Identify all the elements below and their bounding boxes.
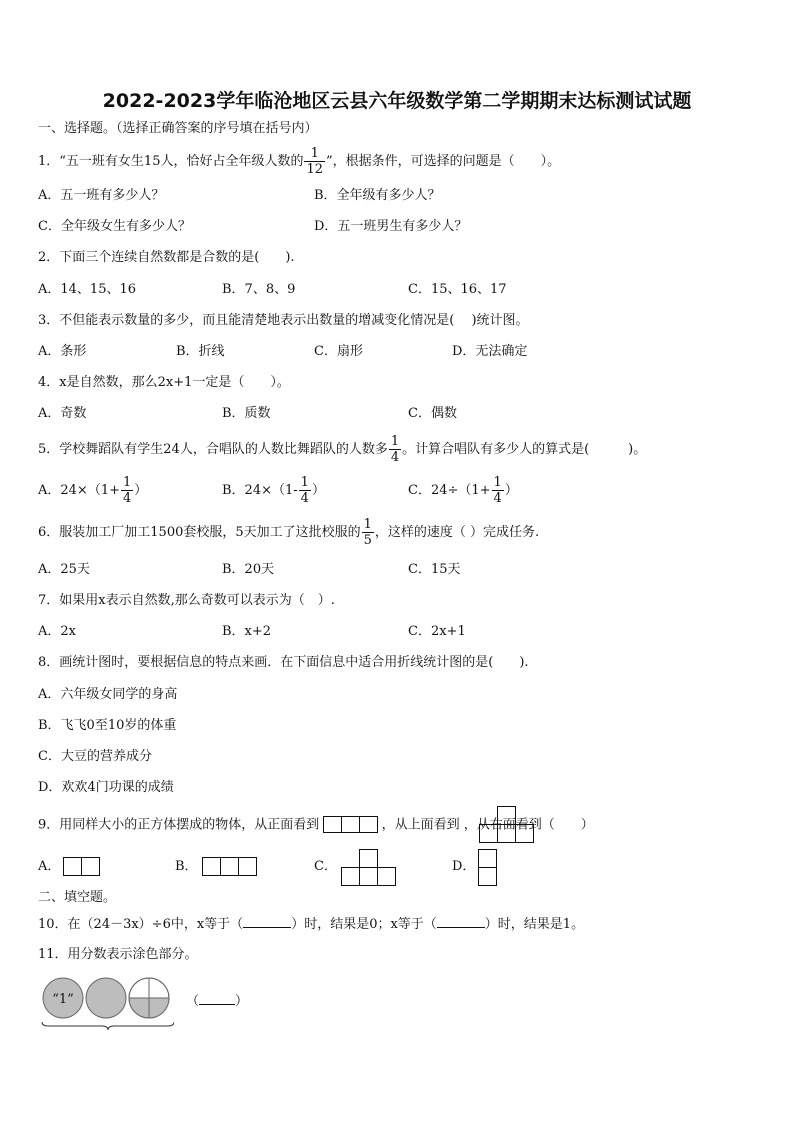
q1-text-post: ”，根据条件，可选择的问题是（ ）。 xyxy=(326,154,561,169)
q11-circles-figure xyxy=(38,975,174,1030)
option-c-cell xyxy=(342,868,360,886)
q11-answer xyxy=(186,992,248,1011)
q5-option-c-post: ） xyxy=(504,483,518,498)
question-6 xyxy=(38,517,539,548)
q1-text-pre: 1．“五一班有女生15人，恰好占全年级人数的 xyxy=(38,154,304,169)
q3-option-d[interactable]: D．无法确定 xyxy=(452,344,528,359)
q5-option-c-numerator: 1 xyxy=(493,475,502,490)
top-view-cell xyxy=(498,807,516,825)
q5-text-post: 。计算合唱队有多少人的算式是( )。 xyxy=(402,442,647,457)
q5-option-b-fraction xyxy=(299,475,311,506)
q7-option-c[interactable]: C．2x+1 xyxy=(408,624,466,639)
top-view-cell xyxy=(480,825,498,843)
q1-option-b[interactable]: B．全年级有多少人？ xyxy=(314,188,441,203)
q7-option-b[interactable]: B．x+2 xyxy=(222,624,272,639)
q5-option-b[interactable] xyxy=(222,475,325,506)
option-c-cell xyxy=(360,868,378,886)
q10-text-3: ）时，结果是1。 xyxy=(484,917,585,932)
q5-option-a-fraction xyxy=(121,475,133,506)
question-11: 11．用分数表示涂色部分。 xyxy=(38,947,198,962)
circle-label-one: “1” xyxy=(52,992,74,1007)
front-view-figure xyxy=(323,816,377,834)
q5-option-b-post: ） xyxy=(311,483,325,498)
q5-option-b-denominator: 4 xyxy=(300,491,309,506)
front-view-cell xyxy=(323,816,342,833)
option-b-cell xyxy=(203,858,221,876)
q3-option-c[interactable]: C．扇形 xyxy=(314,344,363,359)
q9-text-1: 9．用同样大小的正方体摆成的物体，从正面看到 xyxy=(38,817,320,833)
q5-option-a[interactable] xyxy=(38,475,147,506)
question-1 xyxy=(38,146,560,177)
question-3: 3．不但能表示数量的多少，而且能清楚地表示出数量的增减变化情况是( )统计图。 xyxy=(38,313,529,328)
q5-option-c-denominator: 4 xyxy=(493,491,502,506)
q6-text-pre: 6．服装加工厂加工1500套校服，5天加工了这批校服的 xyxy=(38,525,361,540)
top-view-cell xyxy=(516,825,534,843)
q4-option-c[interactable]: C．偶数 xyxy=(408,406,457,421)
q2-option-a[interactable]: A．14、15、16 xyxy=(38,282,137,297)
q5-text-pre: 5．学校舞蹈队有学生24人，合唱队的人数比舞蹈队的人数多 xyxy=(38,442,388,457)
q1-fraction-numerator: 1 xyxy=(304,146,325,162)
q8-option-c[interactable]: C．大豆的营养成分 xyxy=(38,749,152,764)
option-c-cell xyxy=(360,850,378,868)
q5-option-a-pre: A．24×（1+ xyxy=(38,483,120,498)
q9-text-3: ，从右面看到（ ） xyxy=(463,817,594,833)
option-a-cell xyxy=(82,858,100,876)
front-view-cell xyxy=(341,816,360,833)
section-heading-choice: 一、选择题。（选择正确答案的序号填在括号内） xyxy=(38,121,318,136)
option-b-cell xyxy=(239,858,257,876)
question-8: 8．画统计图时，要根据信息的特点来画．在下面信息中适合用折线统计图的是( ). xyxy=(38,655,529,670)
q5-fraction-numerator: 1 xyxy=(390,434,400,449)
q9-option-c-label[interactable]: C． xyxy=(314,859,337,874)
q5-option-a-post: ） xyxy=(134,483,148,498)
q5-option-c[interactable] xyxy=(408,475,518,506)
q9-option-c-figure[interactable] xyxy=(341,849,397,886)
option-d-cell xyxy=(479,850,497,868)
question-5 xyxy=(38,434,646,465)
q11-answer-blank[interactable] xyxy=(199,992,235,1005)
q8-option-b[interactable]: B．飞飞0至10岁的体重 xyxy=(38,718,177,733)
q4-option-a[interactable]: A．奇数 xyxy=(38,406,87,421)
q6-option-a[interactable]: A．25天 xyxy=(38,562,90,577)
q8-option-a[interactable]: A．六年级女同学的身高 xyxy=(38,687,178,702)
q5-option-a-numerator: 1 xyxy=(123,475,132,490)
question-7: 7．如果用x表示自然数,那么奇数可以表示为（ ）. xyxy=(38,593,335,608)
page-title: 2022-2023学年临沧地区云县六年级数学第二学期期末达标测试试题 xyxy=(102,90,692,112)
q9-option-a-label[interactable]: A． xyxy=(38,859,61,874)
q6-text-post: ，这样的速度（ ）完成任务. xyxy=(374,525,540,540)
q6-fraction-numerator: 1 xyxy=(363,517,372,532)
q11-answer-open: （ xyxy=(186,994,200,1009)
q9-text-2: ，从上面看到 xyxy=(381,817,460,833)
q5-option-c-fraction xyxy=(492,475,504,506)
q8-option-d[interactable]: D．欢欢4门功课的成绩 xyxy=(38,780,174,795)
q2-option-b[interactable]: B．7、8、9 xyxy=(222,282,296,297)
grouping-brace xyxy=(42,1022,174,1030)
q9-option-a-figure[interactable] xyxy=(63,857,101,876)
q6-fraction-denominator: 5 xyxy=(363,533,372,548)
top-view-figure xyxy=(479,806,535,843)
question-4: 4．x是自然数，那么2x+1一定是（ ）。 xyxy=(38,375,290,390)
q1-option-a[interactable]: A．五一班有多少人？ xyxy=(38,188,165,203)
q5-fraction-denominator: 4 xyxy=(390,450,400,465)
option-c-cell xyxy=(378,868,396,886)
q3-option-a[interactable]: A．条形 xyxy=(38,344,87,359)
q1-fraction-denominator: 12 xyxy=(306,162,324,177)
q6-fraction xyxy=(362,517,374,548)
option-d-cell xyxy=(479,868,497,886)
question-10 xyxy=(38,915,584,934)
q10-text-2: ）时，结果是0；x等于（ xyxy=(291,917,437,932)
q7-option-a[interactable]: A．2x xyxy=(38,624,76,639)
q9-option-d-label[interactable]: D． xyxy=(452,859,476,874)
q4-option-b[interactable]: B．质数 xyxy=(222,406,271,421)
q9-option-d-figure[interactable] xyxy=(478,849,497,886)
q9-option-b-label[interactable]: B． xyxy=(175,859,198,874)
option-a-cell xyxy=(64,858,82,876)
q6-option-b[interactable]: B．20天 xyxy=(222,562,275,577)
q1-option-c[interactable]: C．全年级女生有多少人？ xyxy=(38,219,191,234)
q11-answer-close: ） xyxy=(235,994,249,1009)
q5-option-b-pre: B．24×（1- xyxy=(222,483,298,498)
front-view-cell xyxy=(359,816,378,833)
q6-option-c[interactable]: C．15天 xyxy=(408,562,461,577)
section-heading-fill: 二、填空题。 xyxy=(38,890,117,905)
q9-option-b-figure[interactable] xyxy=(202,857,258,876)
option-b-cell xyxy=(221,858,239,876)
top-view-cell xyxy=(498,825,516,843)
q5-option-b-numerator: 1 xyxy=(300,475,309,490)
q5-fraction xyxy=(389,434,401,465)
q10-blank-2[interactable] xyxy=(437,915,485,928)
question-2: 2．下面三个连续自然数都是合数的是( ). xyxy=(38,250,295,265)
q2-option-c[interactable]: C．15、16、17 xyxy=(408,282,507,297)
q10-text-1: 10．在（24－3x）÷6中，x等于（ xyxy=(38,917,244,932)
q1-option-d[interactable]: D．五一班男生有多少人？ xyxy=(314,219,468,234)
q1-fraction xyxy=(304,146,325,177)
q10-blank-1[interactable] xyxy=(243,915,291,928)
q3-option-b[interactable]: B．折线 xyxy=(176,344,225,359)
q5-option-c-pre: C．24÷（1+ xyxy=(408,483,491,498)
q5-option-a-denominator: 4 xyxy=(123,491,132,506)
shaded-circle-2 xyxy=(86,978,126,1018)
